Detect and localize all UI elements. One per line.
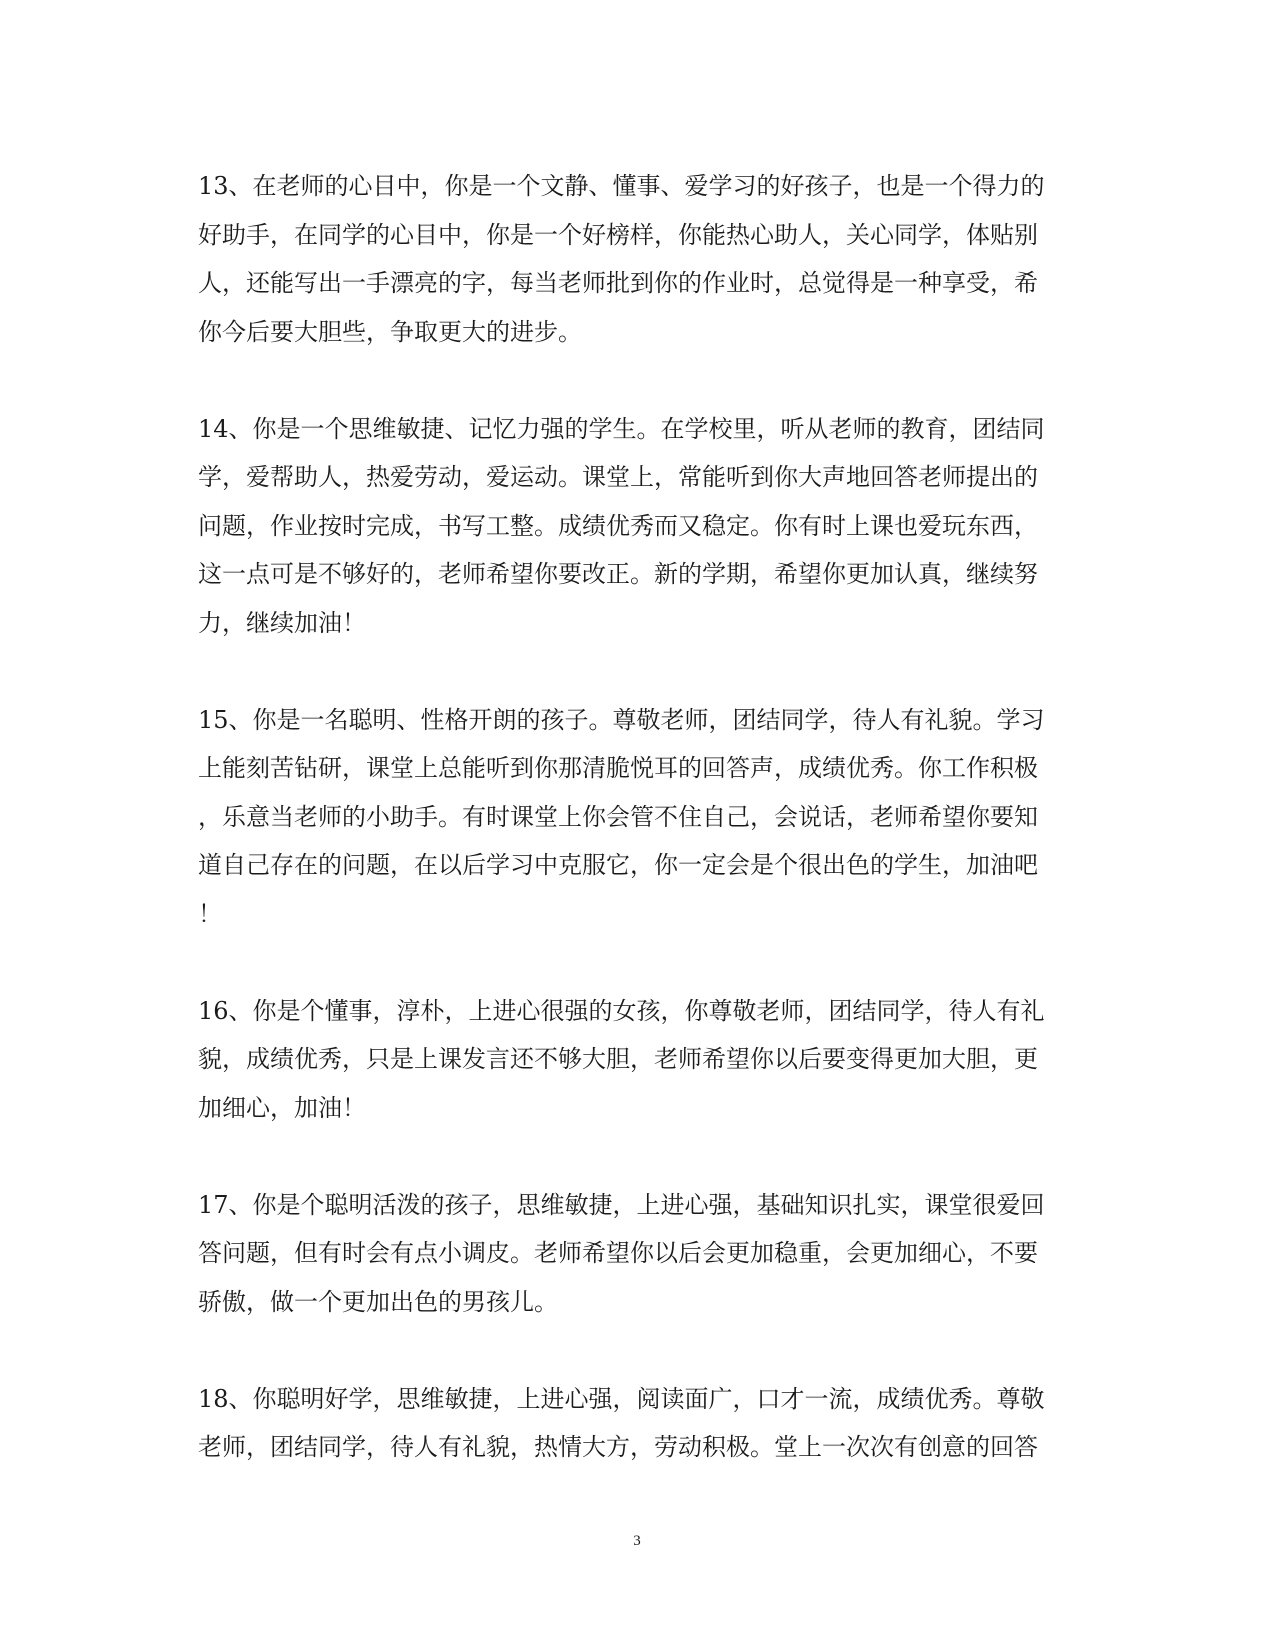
paragraph-13 (198, 162, 1078, 356)
text-line: 这一点可是不够好的，老师希望你要改正。新的学期，希望你更加认真，继续努 (198, 560, 1038, 588)
text-line: ！ (198, 899, 222, 928)
text-line: 你今后要大胆些，争取更大的进步。 (198, 317, 582, 346)
text-line: 道自己存在的问题，在以后学习中克服它，你一定会是个很出色的学生，加油吧 (198, 851, 1038, 879)
text-line: 14、你是一个思维敏捷、记忆力强的学生。在学校里，听从老师的教育，团结同 (198, 414, 1045, 443)
paragraph-18 (198, 1375, 1078, 1472)
text-line: 力，继续加油！ (198, 608, 366, 637)
text-line: 人，还能写出一手漂亮的字，每当老师批到你的作业时，总觉得是一种享受，希 (198, 269, 1038, 297)
paragraph-15 (198, 696, 1078, 939)
text-line: 骄傲，做一个更加出色的男孩儿。 (198, 1287, 558, 1316)
text-line: 13、在老师的心目中，你是一个文静、懂事、爱学习的好孩子，也是一个得力的 (198, 172, 1045, 200)
paragraph-17 (198, 1181, 1078, 1327)
text-line: ，乐意当老师的小助手。有时课堂上你会管不住自己，会说话，老师希望你要知 (198, 802, 1038, 831)
text-line: 15、你是一名聪明、性格开朗的孩子。尊敬老师，团结同学，待人有礼貌。学习 (198, 705, 1045, 734)
paragraph-gap (198, 647, 1078, 696)
paragraph-gap (198, 1326, 1078, 1375)
text-line: 貌，成绩优秀，只是上课发言还不够大胆，老师希望你以后要变得更加大胆，更 (198, 1045, 1038, 1073)
paragraph-gap (198, 1132, 1078, 1181)
text-line: 17、你是个聪明活泼的孩子，思维敏捷，上进心强，基础知识扎实，课堂很爱回 (198, 1190, 1045, 1219)
paragraph-14 (198, 405, 1078, 648)
paragraph-gap (198, 356, 1078, 405)
page-number: 3 (633, 1533, 641, 1549)
text-line: 答问题，但有时会有点小调皮。老师希望你以后会更加稳重，会更加细心，不要 (198, 1239, 1038, 1267)
text-line: 问题，作业按时完成，书写工整。成绩优秀而又稳定。你有时上课也爱玩东西， (198, 511, 1038, 540)
text-line: 好助手，在同学的心目中，你是一个好榜样，你能热心助人，关心同学，体贴别 (198, 220, 1038, 249)
text-line: 加细心，加油！ (198, 1093, 366, 1122)
text-line: 18、你聪明好学，思维敏捷，上进心强，阅读面广，口才一流，成绩优秀。尊敬 (198, 1384, 1045, 1413)
paragraph-gap (198, 938, 1078, 987)
paragraph-16 (198, 987, 1078, 1133)
document-body (198, 162, 1078, 1472)
text-line: 学，爱帮助人，热爱劳动，爱运动。课堂上，常能听到你大声地回答老师提出的 (198, 463, 1038, 491)
text-line: 老师，团结同学，待人有礼貌，热情大方，劳动积极。堂上一次次有创意的回答 (198, 1433, 1038, 1461)
text-line: 上能刻苦钻研，课堂上总能听到你那清脆悦耳的回答声，成绩优秀。你工作积极 (198, 754, 1038, 782)
text-line: 16、你是个懂事，淳朴，上进心很强的女孩，你尊敬老师，团结同学，待人有礼 (198, 996, 1045, 1025)
